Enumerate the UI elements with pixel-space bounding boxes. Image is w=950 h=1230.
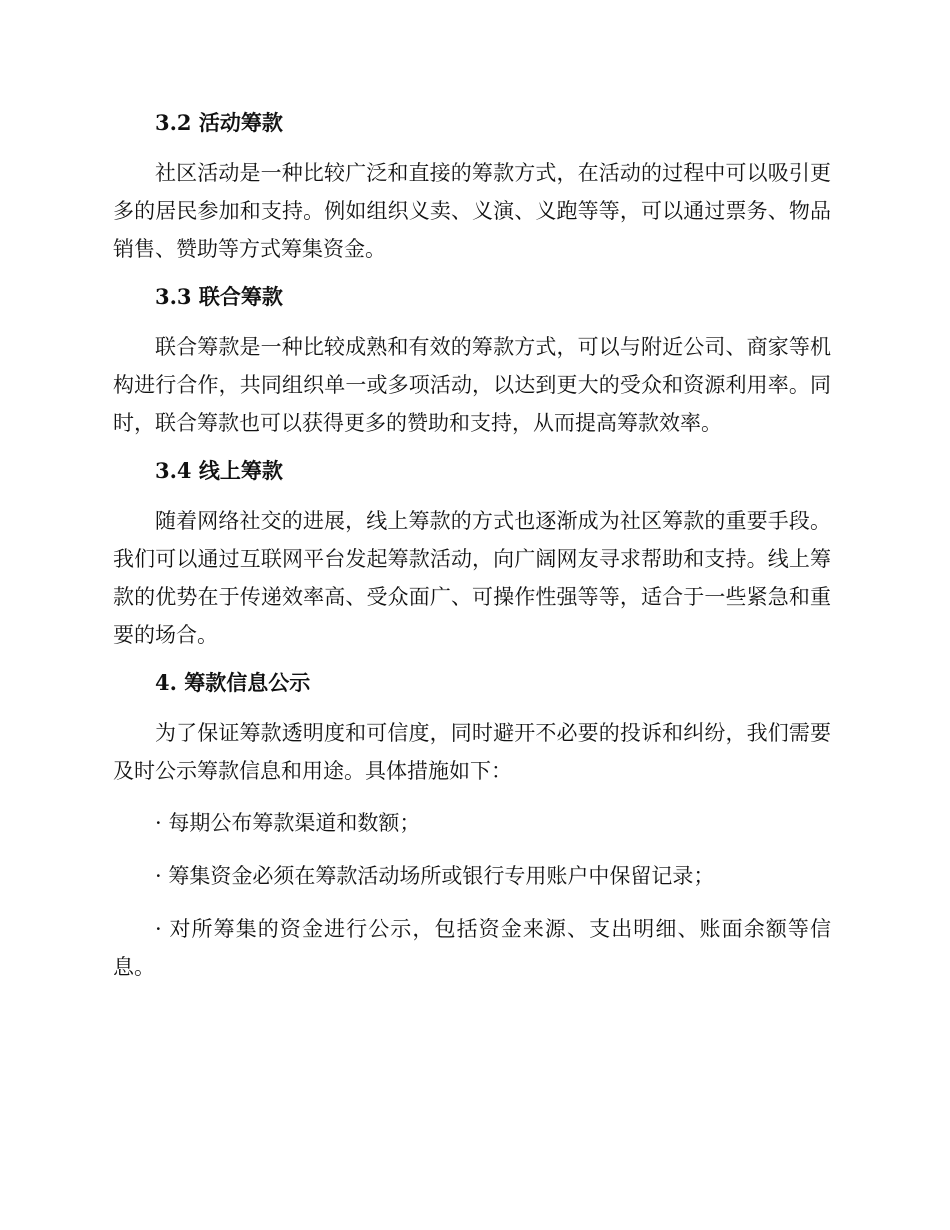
bullet-item: · 每期公布筹款渠道和数额； xyxy=(155,811,421,835)
section-paragraph-3-3: 联合筹款是一种比较成熟和有效的筹款方式，可以与附近公司、商家等机构进行合作，共同组织单一或多项活动，以达到更大的受众和资源利用率。同时，联合筹款也可以获得更多的赞助和支持，从而提高筹款效率。 xyxy=(113,335,831,435)
document-body xyxy=(113,108,831,1001)
section-paragraph-3-4: 随着网络社交的进展，线上筹款的方式也逐渐成为社区筹款的重要手段。我们可以通过互联网平台发起筹款活动，向广阔网友寻求帮助和支持。线上筹款的优势在于传递效率高、受众面广、可操作性强等等，适合于一些紧急和重要的场合。 xyxy=(113,509,831,647)
bullet-item: · 筹集资金必须在筹款活动场所或银行专用账户中保留记录； xyxy=(155,864,715,888)
section-heading-3-3: 3.3 联合筹款 xyxy=(155,284,283,309)
bullet-item: · 对所筹集的资金进行公示，包括资金来源、支出明细、账面余额等信息。 xyxy=(113,917,831,979)
section-paragraph-3-2: 社区活动是一种比较广泛和直接的筹款方式，在活动的过程中可以吸引更多的居民参加和支持。例如组织义卖、义演、义跑等等，可以通过票务、物品销售、赞助等方式筹集资金。 xyxy=(113,161,831,261)
section-paragraph-4: 为了保证筹款透明度和可信度，同时避开不必要的投诉和纠纷，我们需要及时公示筹款信息和用途。具体措施如下： xyxy=(113,721,831,783)
section-heading-4: 4. 筹款信息公示 xyxy=(155,670,311,695)
section-heading-3-2: 3.2 活动筹款 xyxy=(155,110,283,135)
section-heading-3-4: 3.4 线上筹款 xyxy=(155,458,283,483)
